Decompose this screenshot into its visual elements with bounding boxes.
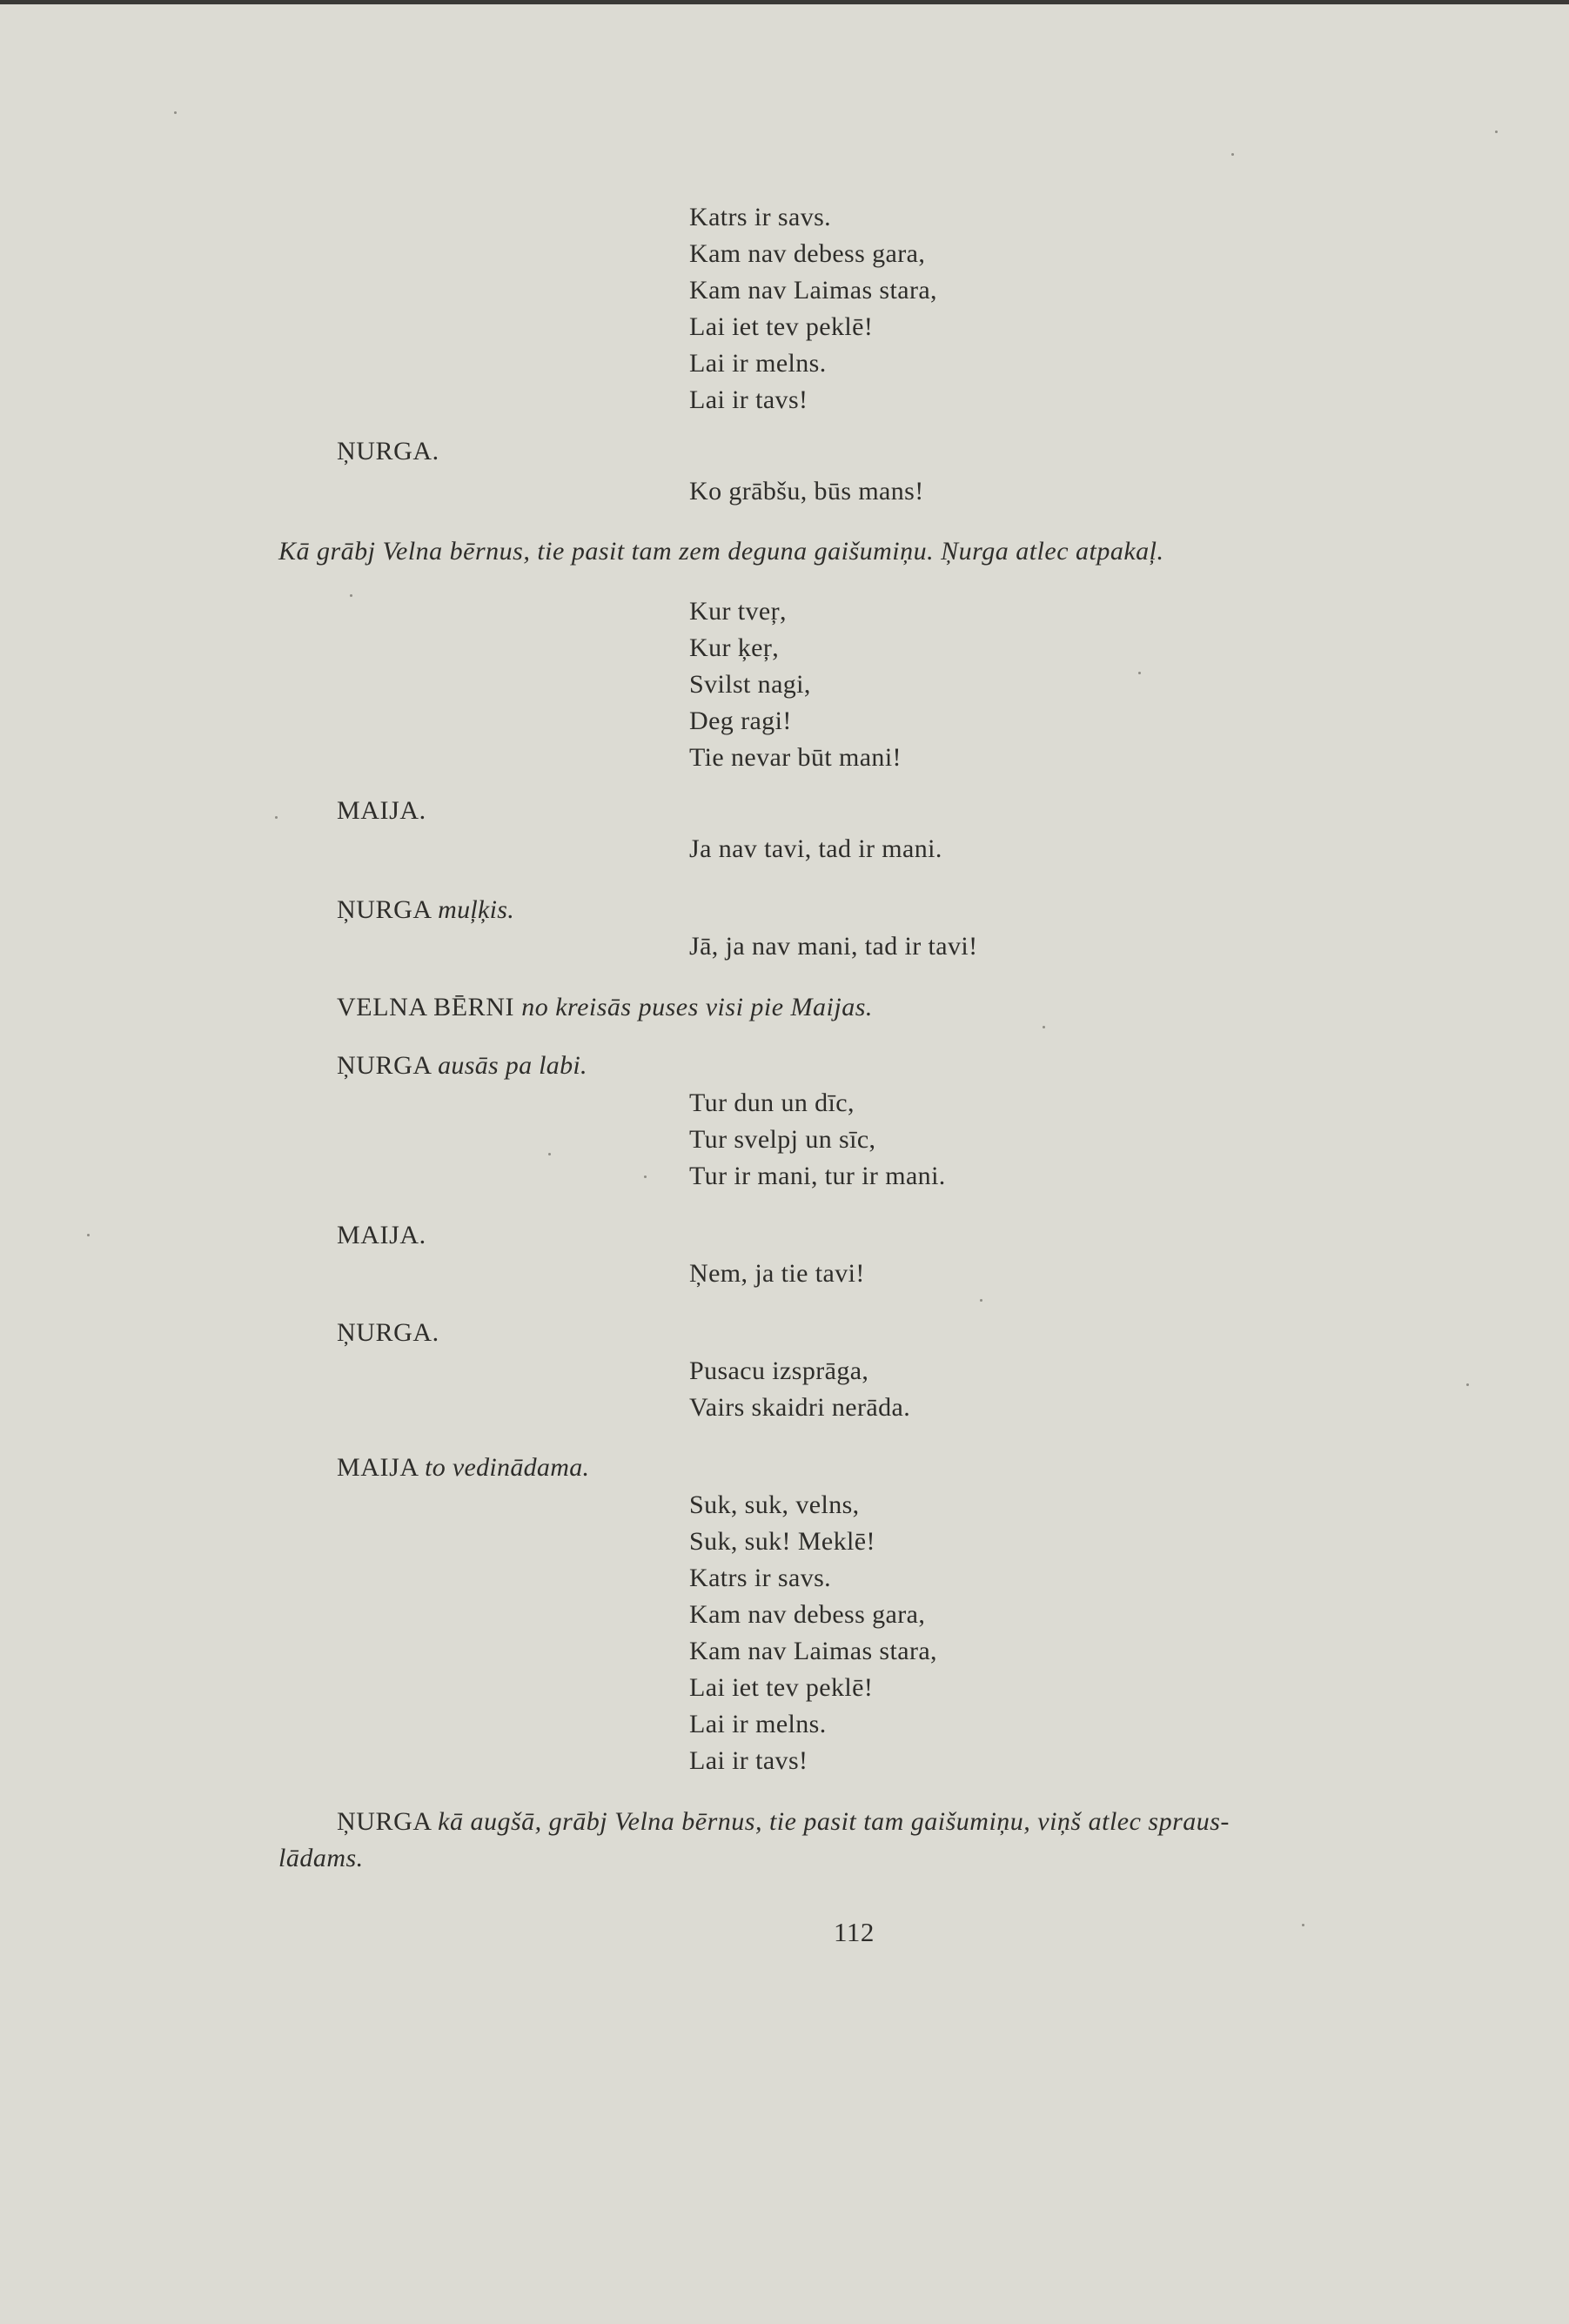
- scan-speck: [1138, 672, 1141, 674]
- verse-line: Kam nav debess gara,: [689, 1600, 926, 1629]
- verse-block: [689, 1353, 910, 1426]
- scan-speck: [350, 594, 352, 597]
- verse-line: Kam nav debess gara,: [689, 239, 926, 268]
- speaker-direction: to vedinādama.: [425, 1453, 590, 1482]
- scan-speck: [174, 111, 177, 114]
- verse-line: Kur tveŗ,: [689, 597, 787, 626]
- speaker-label: MAIJA.: [337, 796, 426, 825]
- scan-top-edge: [0, 0, 1569, 4]
- stage-direction: [337, 1804, 1230, 1840]
- speaker-name: ŅURGA: [337, 895, 432, 924]
- speaker-name: ŅURGA: [337, 1051, 432, 1080]
- scan-speck: [548, 1153, 551, 1155]
- verse-line: Suk, suk! Meklē!: [689, 1527, 875, 1556]
- speaker-direction: muļķis.: [438, 895, 515, 924]
- stage-direction: [337, 989, 873, 1026]
- verse-line: Ņem, ja tie tavi!: [689, 1259, 865, 1288]
- verse-line: Tur dun un dīc,: [689, 1088, 855, 1117]
- verse-block: [689, 928, 978, 965]
- verse-block: [689, 473, 924, 510]
- speaker-name: VELNA BĒRNI: [337, 993, 515, 1021]
- scan-speck: [1302, 1924, 1304, 1926]
- scan-speck: [1495, 131, 1498, 133]
- scan-speck: [275, 816, 278, 819]
- verse-block: [689, 1256, 865, 1292]
- verse-line: Tur ir mani, tur ir mani.: [689, 1162, 946, 1190]
- scan-speck: [1043, 1026, 1045, 1028]
- speaker-label: ŅURGA.: [337, 1318, 439, 1347]
- verse-block: [689, 199, 937, 419]
- speaker-label: [337, 892, 514, 928]
- scan-speck: [1231, 153, 1234, 156]
- stage-direction: [278, 533, 1164, 570]
- verse-line: Lai iet tev peklē!: [689, 312, 874, 341]
- speaker-name: ŅURGA: [337, 1807, 432, 1836]
- verse-line: Suk, suk, velns,: [689, 1490, 860, 1519]
- verse-block: [689, 1487, 937, 1779]
- scan-speck: [644, 1175, 647, 1178]
- stage-direction-continuation: [278, 1840, 364, 1877]
- verse-line: Vairs skaidri nerāda.: [689, 1393, 911, 1422]
- stage-direction-text: Kā grābj Velna bērnus, tie pasit tam zem deguna gaišumiņu. Ņurga atlec atpakaļ.: [278, 537, 1164, 566]
- verse-line: Katrs ir savs.: [689, 1564, 832, 1592]
- verse-line: Tur svelpj un sīc,: [689, 1125, 876, 1154]
- verse-line: Lai ir tavs!: [689, 1746, 808, 1775]
- verse-block: [689, 1085, 946, 1195]
- verse-line: Lai iet tev peklē!: [689, 1673, 874, 1702]
- speaker-direction: ausās pa labi.: [438, 1051, 587, 1080]
- verse-line: Pusacu izsprāga,: [689, 1356, 869, 1385]
- verse-line: Ja nav tavi, tad ir mani.: [689, 834, 942, 863]
- scan-speck: [87, 1234, 90, 1236]
- page-number: 112: [834, 1917, 875, 1947]
- speaker-name: MAIJA: [337, 1453, 419, 1482]
- verse-block: [689, 831, 942, 867]
- stage-direction-text: lādams.: [278, 1844, 364, 1872]
- scan-speck: [1466, 1383, 1469, 1386]
- verse-block: [689, 593, 902, 776]
- verse-line: Tie nevar būt mani!: [689, 743, 902, 772]
- verse-line: Lai ir tavs!: [689, 385, 808, 414]
- verse-line: Katrs ir savs.: [689, 203, 832, 231]
- verse-line: Svilst nagi,: [689, 670, 811, 699]
- verse-line: Deg ragi!: [689, 707, 792, 735]
- stage-direction-text: kā augšā, grābj Velna bērnus, tie pasit tam gaišumiņu, viņš atlec spraus-: [438, 1807, 1230, 1836]
- speaker-label: ŅURGA.: [337, 437, 439, 465]
- verse-line: Kur ķeŗ,: [689, 633, 780, 662]
- verse-line: Jā, ja nav mani, tad ir tavi!: [689, 932, 978, 961]
- verse-line: Kam nav Laimas stara,: [689, 276, 937, 305]
- verse-line: Ko grābšu, būs mans!: [689, 477, 924, 506]
- stage-direction-text: no kreisās puses visi pie Maijas.: [521, 993, 873, 1021]
- verse-line: Kam nav Laimas stara,: [689, 1637, 937, 1665]
- verse-line: Lai ir melns.: [689, 1710, 827, 1738]
- speaker-label: [337, 1450, 589, 1486]
- scan-speck: [980, 1299, 982, 1302]
- speaker-label: MAIJA.: [337, 1221, 426, 1249]
- speaker-label: [337, 1048, 587, 1084]
- verse-line: Lai ir melns.: [689, 349, 827, 378]
